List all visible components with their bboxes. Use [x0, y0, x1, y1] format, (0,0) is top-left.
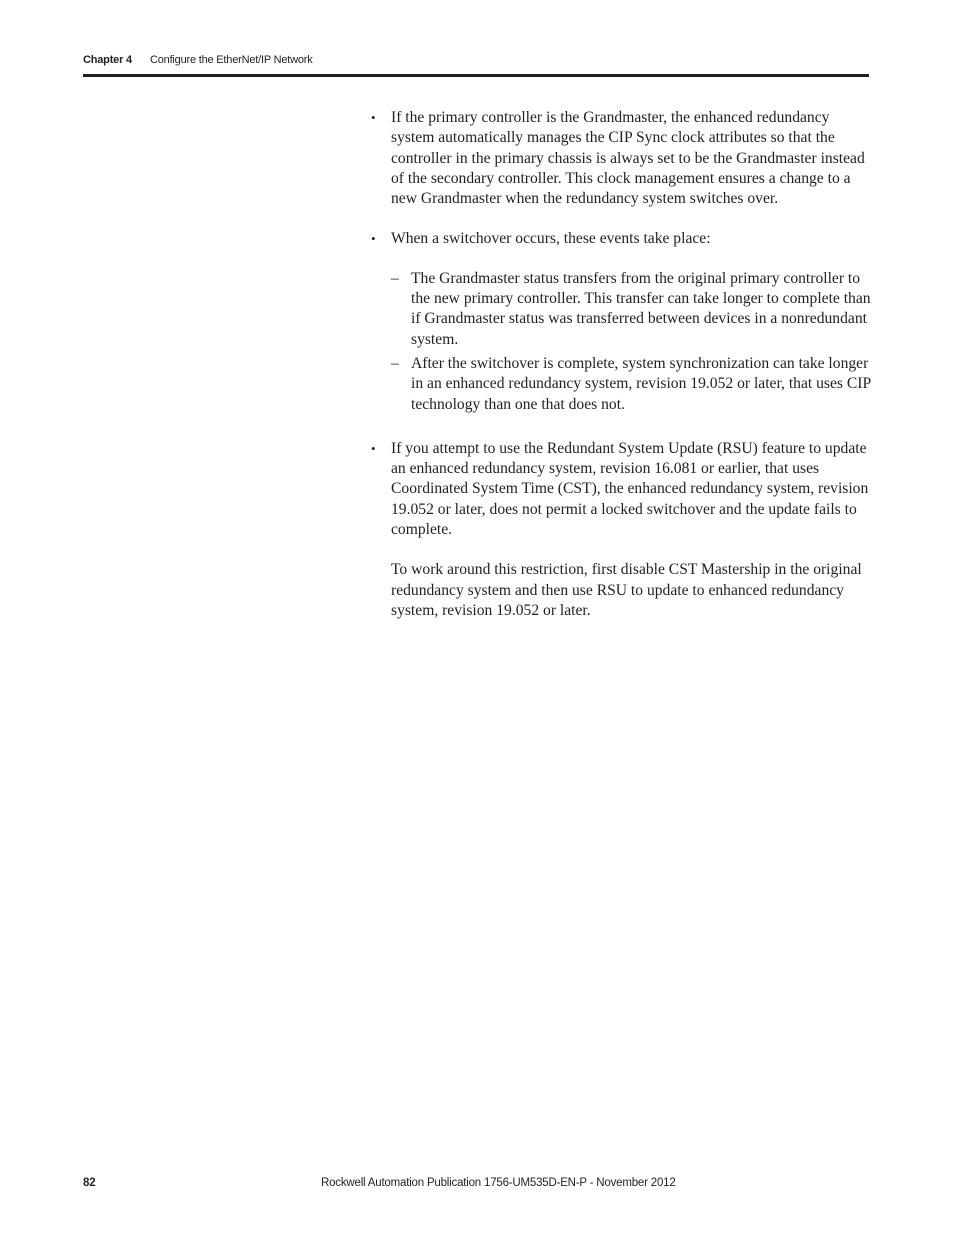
bullet-item [371, 229, 871, 414]
sub-list-item [391, 354, 871, 415]
sub-item-text: The Grandmaster status transfers from the original primary controller to the new primary controller. This transfer can take longer to complete than if Grandmaster status was transferred between devices in a nonredundant system. [411, 269, 871, 348]
bullet-text: When a switchover occurs, these events take place: [391, 230, 711, 248]
chapter-title: Configure the EtherNet/IP Network [150, 54, 313, 66]
sub-item-text: After the switchover is complete, system synchronization can take longer in an enhanced redundancy system, revision 19.052 or later, that uses CIP technology than one that does not. [411, 354, 871, 413]
bullet-marker: • [371, 110, 376, 125]
page-number: 82 [83, 1177, 96, 1189]
sub-list [391, 269, 871, 415]
bullet-followup-text: To work around this restriction, first disable CST Mastership in the original redundancy system and then use RSU to update to enhanced redundancy system, revision 19.052 or later. [391, 561, 862, 619]
bullet-marker: • [371, 231, 376, 247]
chapter-label: Chapter 4 [83, 54, 132, 66]
dash-marker: – [391, 354, 399, 372]
header-rule [83, 74, 869, 77]
sub-list-item [391, 269, 871, 350]
bullet-item [371, 108, 871, 209]
publication-info: Rockwell Automation Publication 1756-UM535D-EN-P - November 2012 [321, 1177, 676, 1189]
bullet-item [371, 439, 871, 621]
main-content [371, 108, 871, 621]
bullet-text: If you attempt to use the Redundant System Update (RSU) feature to update an enhanced redundancy system, revision 16.081 or earlier, that uses Coordinated System Time (CST), the enhanced redundancy system, revision 19.052 or later, does not permit a locked switchover and the update fails to complete. [391, 439, 869, 539]
bullet-marker: • [371, 440, 376, 456]
dash-marker: – [391, 269, 399, 287]
bullet-text: If the primary controller is the Grandmaster, the enhanced redundancy system automatically manages the CIP Sync clock attributes so that the controller in the primary chassis is always set to be the Grandmaster instead of the secondary controller. This clock management ensures a change to a new Grandmaster when the redundancy system switches over. [391, 109, 865, 208]
